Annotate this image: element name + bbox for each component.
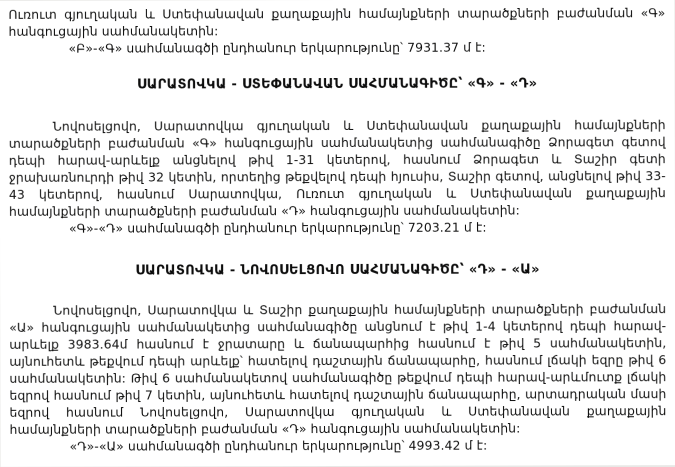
section-heading-saratovka-stepanavan: ՍԱՐԱՏՈՎԿԱ - ՍՏԵՓԱՆԱՎԱՆ ՍԱՀՄԱՆԱԳԻԾԸ՝ «Գ» - «Դ»: [136, 76, 538, 93]
section-heading-saratovka-novoseltsovo: ՍԱՐԱՏՈՎԿԱ - ՆՈՎՈՍԵԼՑՈՎՈ ՍԱՀՄԱՆԱԳԻԾԸ՝ «Դ» - «Ա»: [135, 262, 540, 279]
section-body-saratovka-novoseltsovo: Նովոսելցովո, Սարատովկա և Տաշիր քաղաքային համայնքների տարածքների բաժանման «Ա» հանգուցային սահմանակետից սահմանագիծը անցնում է թիվ 1-4 կետերով դեպի հարավ-արևելք 3983.64մ հասնում է ջրատարը և ճանապարհից հասնում է թիվ 5 սահմանակետին, այնուհետև թեքվում դեպի արևելք՝ հատելով դաշտային ճանապարհը, հասնում լճակի եզրը թիվ 6 սահմանակետին: Թիվ 6 սահմանակետով սահմանագիծը թեքվում դեպի հարավ-արևմուտք լճակի եզրով հասնում թիվ 7 կետին, այնուհետև հատելով դաշտային ճանապարհը, արտադրական մասի եզրով հասնում Նովոսելցովո, Սարատովկա գյուղական և Ստեփանավան քաղաքային համայնքների տարածքների բաժանման «Դ» հանգուցային սահմանակետին:: [9, 301, 667, 437]
border-length-summary-d-a: «Դ»-«Ա» սահմանագծի ընդհանուր երկարությունը՝ 4993.42 մ է:: [69, 437, 488, 454]
previous-section-continuation-text: Ուռուտ գյուղական և Ստեփանավան քաղաքային համայնքների տարածքների բաժանման «Գ» հանգուցային սահմանակետին:: [8, 5, 666, 39]
border-length-summary-b-g: «Բ»-«Գ» սահմանագծի ընդհանուր երկարությունը՝ 7931.37 մ է:: [68, 39, 486, 56]
border-length-summary-g-d: «Գ»-«Դ» սահմանագծի ընդհանուր երկարությունը՝ 7203.21 մ է:: [68, 219, 487, 236]
section-body-saratovka-stepanavan: Նովոսելցովո, Սարատովկա գյուղական և Ստեփանավան քաղաքային համայնքների տարածքների բաժանման «Գ» հանգուցային սահմանակետից սահմանագիծը Ձորագետ գետով դեպի հարավ-արևելք անցնելով թիվ 1-31 կետերով, հասնում Ձորագետ և Տաշիր գետի ջրախառնուրդի թիվ 32 կետին, որտեղից թեքվելով դեպի հյուսիս, Տաշիր գետով, անցնելով թիվ 33-43 կետերով, հասնում Սարատովկա, Ուռուտ գյուղական և Ստեփանավան քաղաքային համայնքների տարածքների բաժանման «Դ» հանգուցային սահմանակետին:: [8, 117, 666, 219]
